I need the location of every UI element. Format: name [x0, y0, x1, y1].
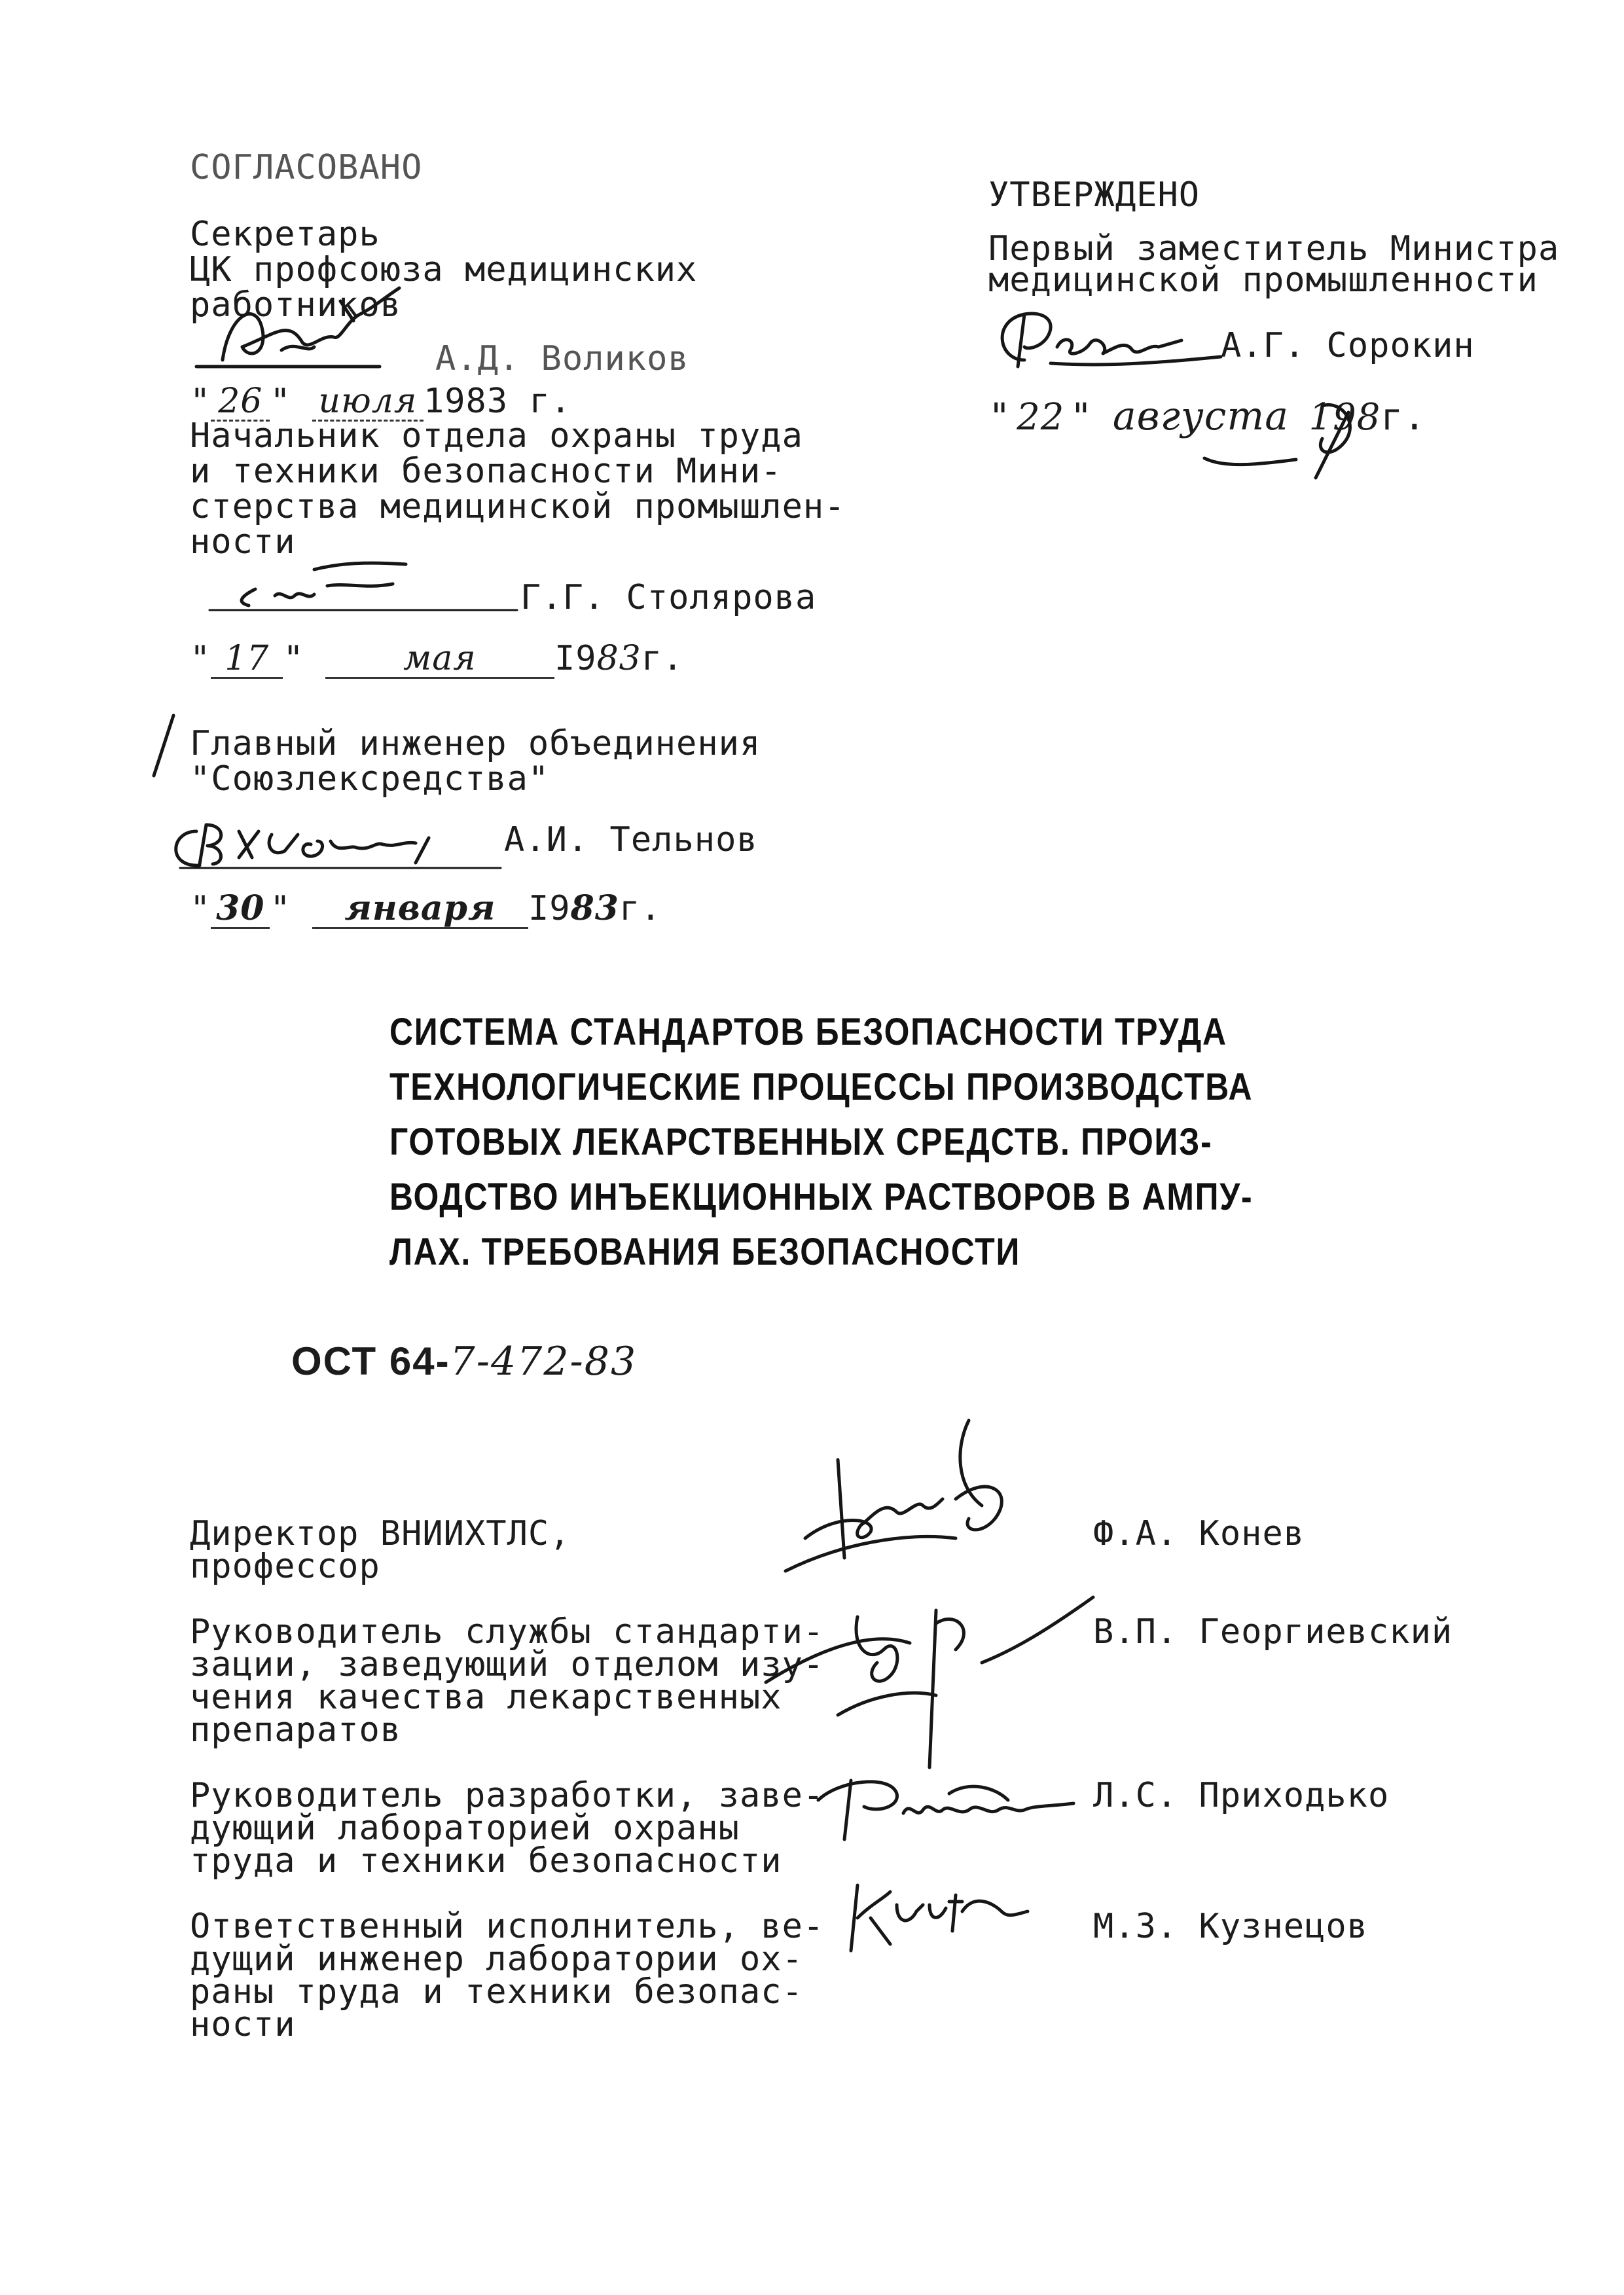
signatory-4-line-3: раны труда и техники безопас- — [190, 1972, 803, 2012]
signatory-3-line-1: Руководитель разработки, заве- — [190, 1776, 825, 1815]
approval-heading-left: СОГЛАСОВАНО — [190, 148, 423, 187]
block2-title-line-3: стерства медицинской промышлен- — [190, 487, 846, 526]
right-date-month: августа — [1112, 393, 1289, 439]
block2-title-line-4: ности — [190, 522, 296, 562]
block2-date-year: I9 — [554, 639, 597, 678]
block3-date-day: 30 — [211, 890, 270, 929]
approval-right-line-2: медицинской промышленности — [988, 261, 1538, 300]
signatory-2-line-1: Руководитель службы стандарти- — [190, 1612, 825, 1652]
signatory-4-line-1: Ответственный исполнитель, ве- — [190, 1907, 825, 1946]
document-title — [389, 1005, 1394, 1280]
block1-date-open-quote: " — [190, 382, 211, 421]
block2-date-suffix: г. — [641, 639, 684, 678]
standard-code — [291, 1339, 637, 1384]
standard-prefix: ОСТ 64- — [291, 1339, 450, 1383]
block3-date-year: I9 — [528, 889, 571, 928]
block2-date-year-hand: 83 — [596, 639, 641, 678]
title-line-4: ВОДСТВО ИНЪЕКЦИОННЫХ РАСТВОРОВ В АМПУ- — [389, 1176, 1254, 1218]
block1-date-month: июля — [312, 383, 424, 422]
signatory-4-name: М.З. Кузнецов — [1093, 1907, 1368, 1946]
check-mark — [147, 710, 180, 782]
signature-sorokin — [985, 295, 1234, 380]
signatory-3-line-2: дующий лабораторией охраны — [190, 1809, 740, 1848]
right-date-flourish — [1165, 386, 1401, 484]
signatory-4-line-4: ности — [190, 2005, 296, 2044]
standard-number: 7-472-83 — [450, 1339, 638, 1384]
right-date-open-quote: " — [988, 396, 1011, 439]
block2-date-month: мая — [325, 640, 554, 679]
signature-kuznetsov — [831, 1866, 1041, 1970]
block2-date-close-quote: " — [283, 639, 304, 678]
block3-title-line-2: "Союзлексредства" — [190, 759, 550, 799]
signatory-2-line-2: зации, заведующий отделом изу- — [190, 1645, 825, 1684]
title-line-5: ЛАХ. ТРЕБОВАНИЯ БЕЗОПАСНОСТИ — [389, 1231, 1021, 1273]
signature-konev — [707, 1407, 1047, 1591]
title-line-3: ГОТОВЫХ ЛЕКАРСТВЕННЫХ СРЕДСТВ. ПРОИЗ- — [389, 1121, 1213, 1163]
signatory-3-line-3: труда и техники безопасности — [190, 1841, 782, 1881]
block2-date-open-quote: " — [190, 639, 211, 678]
block1-date-year: 1983 г. — [423, 382, 572, 421]
signatory-2-name: В.П. Георгиевский — [1093, 1612, 1453, 1652]
signature-telnov — [160, 805, 514, 877]
block1-title-line-3: работников — [190, 285, 402, 325]
right-date-suffix: г. — [1380, 396, 1426, 439]
signatory-1-name: Ф.А. Конев — [1093, 1514, 1305, 1553]
block2-title-line-2: и техники безопасности Мини- — [190, 452, 782, 491]
title-line-1: СИСТЕМА СТАНДАРТОВ БЕЗОПАСНОСТИ ТРУДА — [389, 1011, 1227, 1053]
block2-date — [190, 640, 683, 679]
signatory-2-line-3: чения качества лекарственных — [190, 1678, 782, 1717]
block2-date-day: 17 — [211, 640, 283, 679]
block1-date-close-quote: " — [270, 382, 291, 421]
block3-date-open-quote: " — [190, 889, 211, 928]
right-date-day: 22 — [1017, 396, 1065, 439]
signatory-1-line-2: профессор — [190, 1547, 380, 1586]
block3-date-suffix: г. — [619, 889, 662, 928]
right-date-close-quote: " — [1070, 396, 1093, 439]
signatory-2-line-4: препаратов — [190, 1710, 402, 1750]
block3-date-year-hand: 83 — [570, 888, 619, 928]
signature-prikhodko — [799, 1754, 1113, 1859]
signatory-1-line-1: Директор ВНИИХТЛС, — [190, 1514, 571, 1553]
title-line-2: ТЕХНОЛОГИЧЕСКИЕ ПРОЦЕССЫ ПРОИЗВОДСТВА — [389, 1066, 1254, 1108]
signatory-3-name: Л.С. Приходько — [1093, 1776, 1390, 1815]
signatory-4-line-2: дущий инженер лаборатории ох- — [190, 1940, 803, 1979]
block3-date — [190, 890, 662, 929]
block3-name: А.И. Тельнов — [504, 820, 758, 859]
block3-title-line-1: Главный инженер объединения — [190, 724, 761, 763]
approval-right-name: А.Г. Сорокин — [1221, 326, 1475, 365]
right-date-year: 198 — [1308, 396, 1381, 439]
approval-right-line-1: Первый заместитель Министра — [988, 229, 1560, 268]
block2-title-line-1: Начальник отдела охраны труда — [190, 416, 803, 456]
block1-name: А.Д. Воликов — [435, 339, 689, 378]
block2-name: Г.Г. Столярова — [520, 578, 817, 617]
signature-stolyarova — [196, 550, 524, 622]
block3-date-close-quote: " — [270, 889, 291, 928]
signature-volikov — [183, 275, 458, 386]
block3-date-month: января — [312, 890, 528, 929]
block1-date-day: 26 — [211, 383, 270, 422]
block1-title-line-1: Секретарь — [190, 215, 380, 254]
block1-title-line-2: ЦК профсоюза медицинских — [190, 250, 698, 289]
approval-heading-right: УТВЕРЖДЕНО — [988, 175, 1200, 215]
